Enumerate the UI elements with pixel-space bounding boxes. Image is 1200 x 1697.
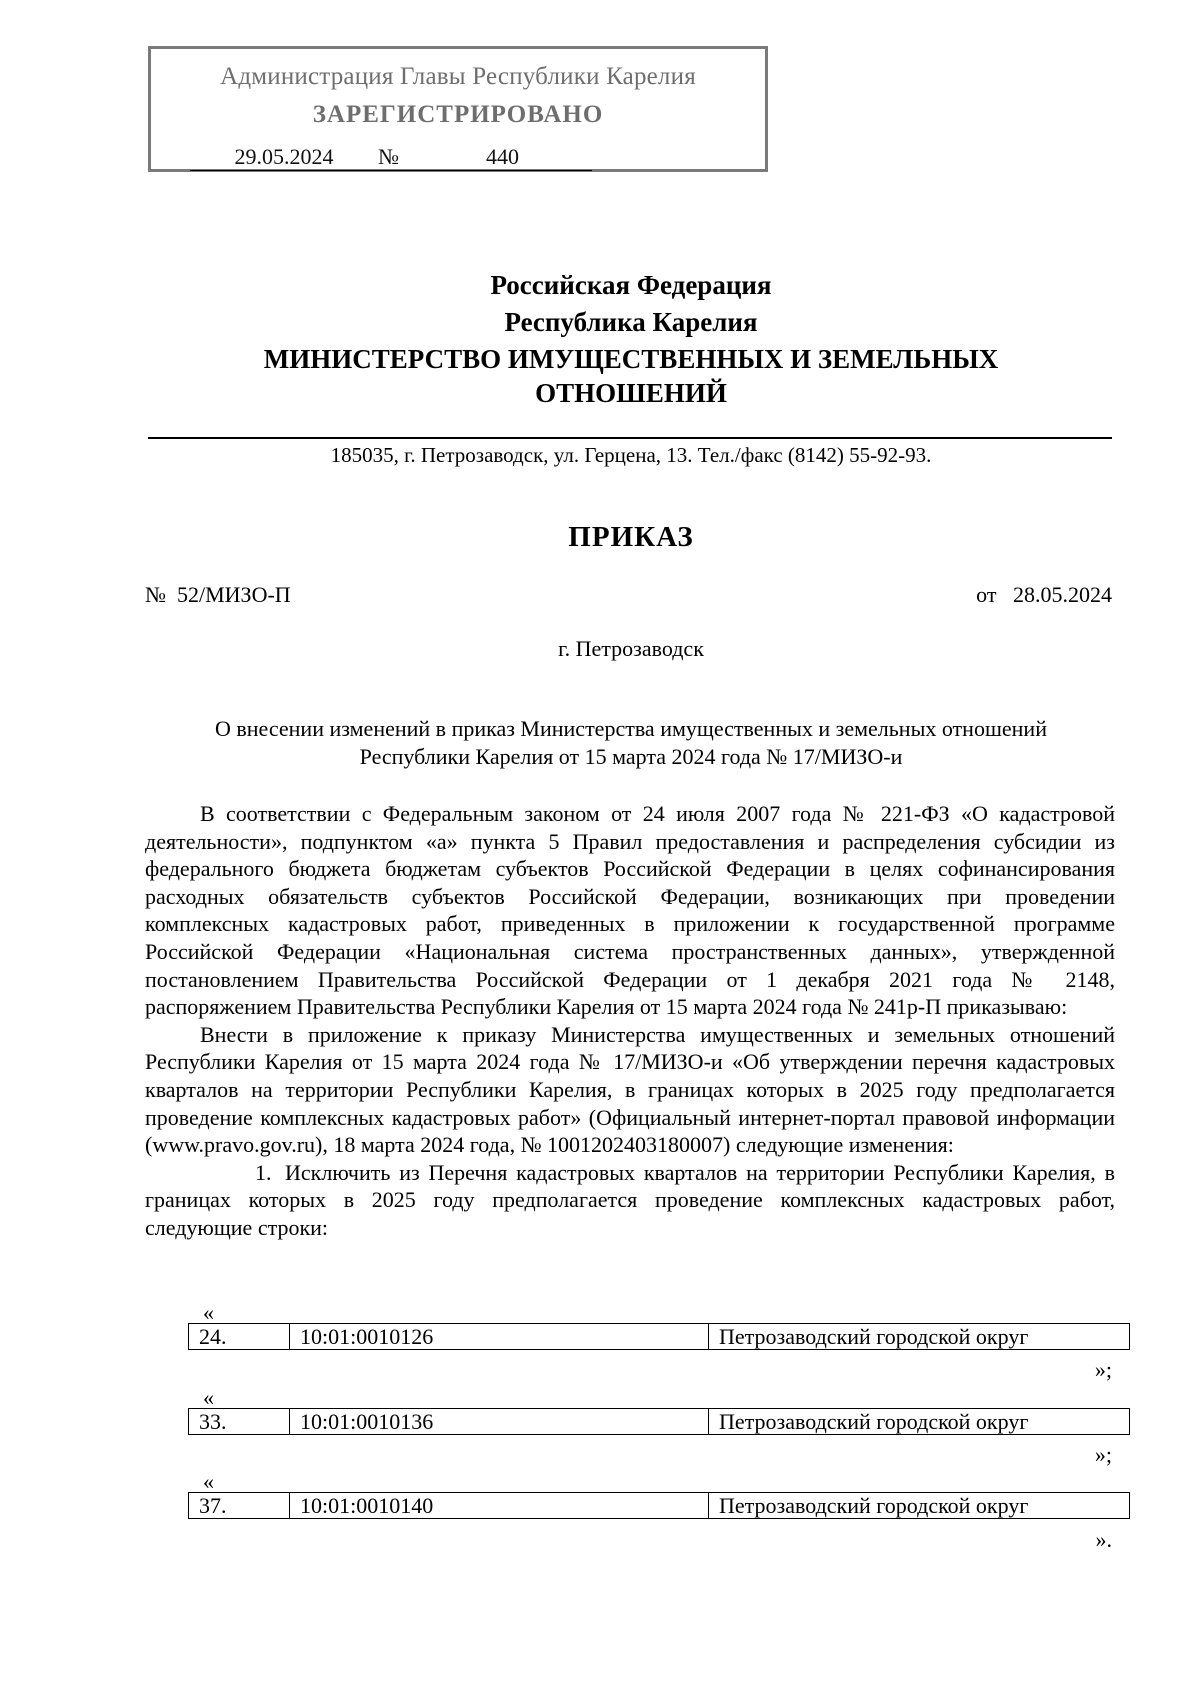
body-paragraph-2: Внести в приложение к приказу Министерства имущественных и земельных отношений Республики Карелия от 15 марта 2024 года № 17/МИЗО-и «Об утверждении перечня кадастровых кварталов на территории Республики Карелия, в границах которых в 2025 году предполагается проведение комплексных кадастровых работ» (Официальный интернет-портал правовой информации (www.pravo.gov.ru), 18 марта 2024 года, № 1001202403180007) следующие изменения: (145, 1021, 1115, 1158)
row-district: Петрозаводский городской округ (709, 1409, 1130, 1435)
body-item-1 (145, 1159, 1115, 1242)
stamp-number-label: № (378, 144, 404, 171)
table-row (189, 1493, 1130, 1519)
row-number: 37. (189, 1493, 290, 1519)
header-ministry-line2: ОТНОШЕНИЙ (535, 378, 727, 408)
close-quote-2: »; (1094, 1442, 1112, 1467)
subject-line1: О внесении изменений в приказ Министерства имущественных и земельных отношений (215, 716, 1047, 741)
table-row (189, 1409, 1130, 1435)
header-address: 185035, г. Петрозаводск, ул. Герцена, 13. Тел./факс (8142) 55-92-93. (330, 443, 932, 467)
header-divider (148, 437, 1112, 439)
body-paragraph-1: В соответствии с Федеральным законом от 24 июля 2007 года № 221-ФЗ «О кадастровой деятельности», подпунктом «а» пункта 5 Правил предоставления и распределения субсидии из федерального бюджета бюджетам субъектов Российской Федерации в целях софинансирования расходных обязательств субъектов Российской Федерации, возникающих при проведении комплексных кадастровых работ, приведенных в приложении к государственной программе Российской Федерации «Национальная система пространственных данных», утвержденной постановлением Правительства Российской Федерации от 1 декабря 2021 года № 2148, распоряжением Правительства Республики Карелия от 15 марта 2024 года № 241р-П приказываю: (145, 801, 1115, 1020)
stamp-registered: ЗАРЕГИСТРИРОВАНО (312, 101, 604, 128)
stamp-registration-row (190, 144, 592, 171)
item-text: Исключить из Перечня кадастровых кварталов на территории Республики Карелия, в границах которых в 2025 году предполагается проведение комплексных кадастровых работ, следующие строки: (145, 1159, 1115, 1240)
stamp-date: 29.05.2024 (190, 144, 378, 171)
close-quote-1: »; (1094, 1357, 1112, 1382)
close-quote-3: ». (1095, 1527, 1112, 1552)
document-city: г. Петрозаводск (558, 636, 704, 661)
row-number: 24. (189, 1324, 290, 1350)
stamp-authority: Администрация Главы Республики Карелия (220, 63, 696, 90)
subject-line2: Республики Карелия от 15 марта 2024 года № 17/МИЗО-и (359, 744, 903, 769)
row-cadastral-code: 10:01:0010140 (290, 1493, 709, 1519)
item-number: 1. (255, 1159, 272, 1185)
open-quote-1: « (203, 1300, 214, 1325)
excluded-row-table-3 (188, 1492, 1130, 1519)
row-district: Петрозаводский городской округ (709, 1493, 1130, 1519)
row-district: Петрозаводский городской округ (709, 1324, 1130, 1350)
document-number: № 52/МИЗО-П (145, 582, 291, 607)
header-region: Республика Карелия (504, 307, 758, 337)
document-subject (150, 715, 1112, 771)
row-cadastral-code: 10:01:0010136 (290, 1409, 709, 1435)
stamp-number: 440 (404, 144, 592, 171)
document-body (145, 800, 1115, 1242)
row-number: 33. (189, 1409, 290, 1435)
header-ministry-line1: МИНИСТЕРСТВО ИМУЩЕСТВЕННЫХ И ЗЕМЕЛЬНЫХ (263, 344, 999, 374)
table-row (189, 1324, 1130, 1350)
document-title: ПРИКАЗ (568, 521, 694, 553)
header-country: Российская Федерация (490, 270, 772, 300)
open-quote-3: « (203, 1469, 214, 1494)
document-date: от 28.05.2024 (976, 582, 1112, 607)
row-cadastral-code: 10:01:0010126 (290, 1324, 709, 1350)
excluded-row-table-1 (188, 1323, 1130, 1350)
open-quote-2: « (203, 1385, 214, 1410)
excluded-row-table-2 (188, 1408, 1130, 1435)
